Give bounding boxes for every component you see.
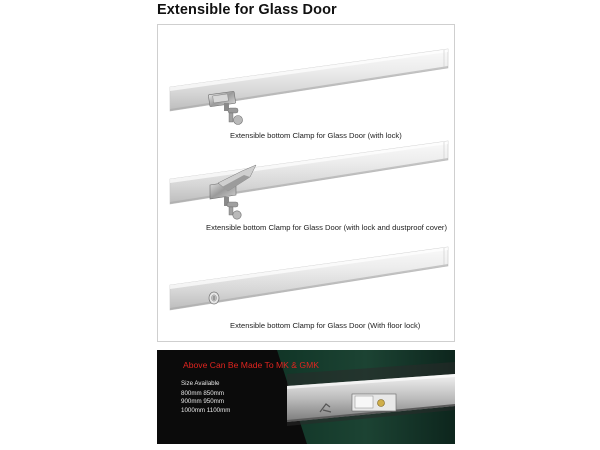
product-3-caption: Extensible bottom Clamp for Glass Door (With floor lock) [230, 321, 421, 330]
floor-lock-icon [209, 292, 219, 304]
product-1-caption: Extensible bottom Clamp for Glass Door (with lock) [230, 131, 402, 140]
product-2-caption: Extensible bottom Clamp for Glass Door (with lock and dustproof cover) [206, 223, 447, 232]
product-illustrations [158, 25, 456, 343]
product-panel [157, 24, 455, 342]
size-item: 900mm 950mm [181, 398, 224, 406]
page-title: Extensible for Glass Door [157, 2, 337, 18]
size-item: 1000mm 1100mm [181, 406, 231, 414]
size-list [181, 380, 230, 415]
size-label: Size Available [181, 380, 220, 387]
promo-heading: Above Can Be Made To MK & GMK [183, 360, 319, 370]
promo-banner [157, 350, 455, 444]
size-item: 800mm 850mm [181, 390, 224, 398]
